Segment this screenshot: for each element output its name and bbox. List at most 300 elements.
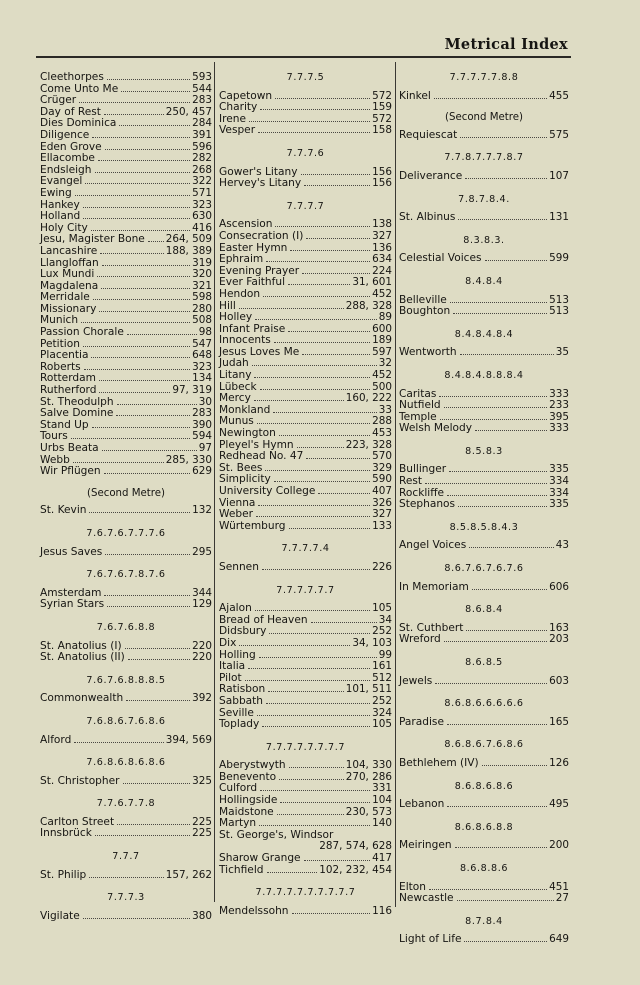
dot-leader (83, 346, 190, 347)
hymn-numbers: 288 (372, 415, 392, 428)
hymn-numbers: 140 (372, 817, 392, 830)
dot-leader (482, 765, 547, 766)
column-divider (395, 62, 396, 907)
dot-leader (107, 606, 190, 607)
dot-leader (258, 505, 370, 506)
dot-leader (95, 172, 191, 173)
dot-leader (93, 299, 190, 300)
dot-leader (447, 495, 547, 496)
index-entry (399, 347, 569, 359)
tune-name: Sharow Grange (219, 852, 301, 865)
dot-leader (289, 528, 371, 529)
metre-heading: 7.6.8.6.7.6.8.6 (86, 715, 166, 727)
hymn-numbers: 634 (372, 253, 392, 266)
hymn-numbers: 394, 569 (165, 733, 212, 746)
hymn-numbers: 547 (192, 337, 212, 350)
metre-heading: 7.6.7.6.7.8.7.6 (86, 569, 166, 581)
tune-name: Magdalena (40, 279, 99, 292)
tune-name: Passion Chorale (40, 326, 124, 339)
index-entry (399, 799, 569, 811)
tune-name: St. Albinus (399, 211, 456, 224)
metre-heading: 7.7.7.6 (286, 147, 325, 159)
metre-heading: 7.6.8.6.8.6.8.6 (86, 757, 166, 769)
dot-leader (256, 516, 370, 517)
page-title: Metrical Index (444, 36, 568, 53)
tune-name: Evening Prayer (219, 264, 300, 277)
dot-leader (259, 657, 377, 658)
dot-leader (455, 847, 548, 848)
hymn-numbers: 132 (192, 504, 212, 517)
hymn-numbers: 225 (192, 827, 212, 840)
tune-name: Wentworth (399, 346, 457, 359)
hymn-numbers: 220 (192, 639, 212, 652)
hymn-numbers: 230, 573 (345, 805, 392, 818)
dot-leader (75, 195, 190, 196)
tune-name: Evangel (40, 175, 83, 188)
metre-heading: 7.7.7.3 (107, 892, 145, 904)
hymn-numbers: 131 (549, 211, 569, 224)
tune-name: Ever Faithful (219, 276, 286, 289)
index-entry (219, 312, 392, 324)
hymn-numbers: 99 (378, 648, 392, 661)
hymn-numbers: 224 (372, 264, 392, 277)
dot-leader (280, 802, 370, 803)
dot-leader (453, 313, 547, 314)
hymn-numbers: 593 (192, 71, 212, 83)
dot-leader (318, 493, 370, 494)
index-entry (40, 153, 212, 165)
tune-name: Rest (399, 475, 423, 488)
hymn-numbers: 226 (372, 560, 392, 573)
tune-name: Maidstone (219, 805, 274, 818)
hymn-numbers: 161 (372, 660, 392, 673)
dot-leader (252, 365, 377, 366)
index-entry (399, 758, 569, 770)
metre-heading: 7.6.7.6.8.8 (96, 621, 156, 633)
index-entry (40, 735, 212, 747)
tune-name: Holland (40, 210, 81, 223)
tune-name: Day of Rest (40, 105, 101, 118)
tune-name: Munich (40, 314, 79, 327)
tune-name: Stephanos (399, 498, 456, 511)
tune-name: Meiringen (399, 839, 452, 852)
dot-leader (458, 506, 547, 507)
metre-heading: 7.7.7.7.4 (281, 543, 330, 555)
dot-leader (117, 404, 197, 405)
index-entry (219, 696, 392, 708)
index-entry (40, 188, 212, 200)
dot-leader (99, 392, 170, 393)
tune-name: Come Unto Me (40, 82, 119, 95)
metre-heading: 7.7.7.7.7.8.8 (449, 72, 519, 83)
hymn-numbers: 329 (372, 461, 392, 474)
hymn-numbers: 594 (192, 430, 212, 443)
tune-name: Vienna (219, 496, 256, 509)
dot-leader (255, 610, 370, 611)
tune-name: Tours (40, 430, 68, 443)
dot-leader (277, 814, 344, 815)
hymn-numbers: 30 (198, 395, 212, 408)
dot-leader (266, 703, 370, 704)
hymn-numbers: 282 (192, 152, 212, 165)
hymn-numbers: 104 (372, 794, 392, 807)
dot-leader (274, 342, 370, 343)
index-entry (399, 499, 569, 511)
tune-name: Bethlehem (IV) (399, 756, 479, 769)
hymn-numbers: 392 (192, 692, 212, 705)
dot-leader (434, 98, 547, 99)
tune-name: Bullinger (399, 463, 447, 476)
dot-leader (425, 483, 547, 484)
tune-name: Kinkel (399, 89, 431, 102)
tune-name: Light of Life (399, 933, 462, 946)
hymn-numbers: 321 (192, 279, 212, 292)
metre-heading: 7.8.7.8.4. (458, 193, 510, 205)
tune-name: Sabbath (219, 694, 264, 707)
tune-name: Gower's Litany (219, 165, 298, 178)
metre-heading: 8.5.8.5.8.4.3 (449, 521, 519, 533)
dot-leader (450, 302, 547, 303)
dot-leader (297, 447, 344, 448)
metre-heading: 8.4.8.4.8.4 (454, 328, 514, 340)
tune-name: Diligence (40, 128, 90, 141)
hymn-numbers: 572 (372, 112, 392, 125)
tune-name: Holling (219, 648, 256, 661)
tune-name: Lebanon (399, 798, 445, 811)
metre-subheading: (Second Metre) (87, 487, 165, 499)
hymn-numbers: 133 (372, 519, 392, 532)
dot-leader (148, 241, 164, 242)
hymn-numbers: 596 (192, 140, 212, 153)
tune-name: Innsbrück (40, 827, 92, 840)
hymn-numbers: 508 (192, 314, 212, 327)
tune-name: Dix (219, 636, 237, 649)
tune-name: Rutherford (40, 384, 97, 397)
tune-name: Vesper (219, 124, 256, 137)
index-entry (40, 776, 212, 788)
tune-name: Missionary (40, 302, 97, 315)
tune-name: Capetown (219, 89, 273, 102)
tune-name: St. George's, Windsor (219, 828, 334, 841)
hymn-numbers: 407 (372, 485, 392, 497)
dot-leader (259, 825, 370, 826)
dot-leader (435, 683, 547, 684)
dot-leader (465, 178, 547, 179)
dot-leader (444, 641, 547, 642)
dot-leader (429, 889, 547, 890)
hymn-numbers: 104, 330 (345, 759, 392, 772)
dot-leader (449, 471, 547, 472)
hymn-numbers: 417 (372, 852, 392, 865)
metre-heading: 8.3.8.3. (463, 234, 505, 246)
dot-leader (268, 691, 344, 692)
tune-name: Redhead No. 47 (219, 450, 304, 463)
dot-leader (475, 430, 547, 431)
dot-leader (274, 481, 370, 482)
tune-name: Jesu, Magister Bone (40, 233, 145, 246)
dot-leader (71, 438, 190, 439)
tune-name: St. Bees (219, 461, 263, 474)
index-entry (219, 289, 392, 301)
tune-name: Hollingside (219, 794, 278, 807)
hymn-numbers: 513 (549, 293, 569, 306)
hymn-numbers: 35 (555, 346, 569, 359)
hymn-numbers: 43 (555, 539, 569, 552)
tune-name: Salve Domine (40, 407, 114, 420)
index-entry (219, 428, 392, 440)
hymn-numbers: 452 (372, 287, 392, 300)
tune-name: In Memoriam (399, 580, 469, 593)
hymn-numbers: 287, 574, 628 (319, 840, 392, 853)
tune-name: Monkland (219, 403, 271, 416)
hymn-numbers: 544 (192, 82, 212, 95)
dot-leader (290, 250, 370, 251)
dot-leader (279, 435, 370, 436)
metre-heading: 8.4.8.4.8.8.8.4 (444, 369, 524, 381)
hymn-numbers: 34, 103 (352, 636, 392, 649)
hymn-numbers: 452 (372, 369, 392, 382)
index-entry (399, 171, 569, 183)
tune-name: Placentia (40, 349, 89, 362)
hymn-numbers: 500 (372, 380, 392, 393)
tune-name: Jewels (399, 674, 433, 687)
metre-heading: 7.7.7.7.7.7 (276, 584, 335, 596)
hymn-numbers: 283 (192, 94, 212, 107)
dot-leader (91, 230, 190, 231)
hymn-numbers: 102, 232, 454 (319, 863, 392, 876)
dot-leader (306, 458, 370, 459)
hymn-numbers: 31, 601 (352, 276, 392, 289)
dot-leader (255, 319, 377, 320)
tune-name: Caritas (399, 387, 437, 400)
metre-heading: 8.4.8.4 (465, 275, 503, 287)
index-entry (219, 562, 392, 574)
hymn-numbers: 603 (549, 674, 569, 687)
metre-heading: 8.6.8.6.7.6.8.6 (444, 739, 524, 751)
hymn-numbers: 416 (192, 221, 212, 234)
tune-name: Petition (40, 337, 80, 350)
dot-leader (444, 407, 548, 408)
hymn-numbers: 34 (378, 613, 392, 626)
tune-name: Irene (219, 112, 246, 125)
dot-leader (304, 860, 371, 861)
tune-name: Ellacombe (40, 152, 95, 165)
metre-heading: 7.7.7.7.7.7.7.7.7.7 (255, 887, 356, 899)
dot-leader (258, 132, 370, 133)
index-entry (219, 865, 392, 877)
dot-leader (128, 659, 190, 660)
dot-leader (439, 396, 547, 397)
tune-name: Pilot (219, 671, 242, 684)
index-entry (219, 178, 392, 190)
tune-name: Boughton (399, 305, 451, 318)
dot-leader (105, 149, 191, 150)
dot-leader (121, 91, 190, 92)
dot-leader (260, 109, 370, 110)
index-entry (40, 385, 212, 397)
tune-name: Jesus Loves Me (219, 345, 300, 358)
hymn-numbers: 33 (378, 403, 392, 416)
dot-leader (260, 790, 370, 791)
index-entry (40, 911, 212, 923)
hymn-numbers: 285, 330 (165, 453, 212, 466)
metre-heading: 8.7.8.4 (465, 915, 503, 927)
header-rule (36, 56, 571, 58)
dot-leader (104, 595, 190, 596)
metre-heading: 7.7.7.5 (286, 72, 325, 83)
tune-name: Carlton Street (40, 815, 115, 828)
hymn-numbers: 250, 457 (165, 105, 212, 118)
dot-leader (126, 700, 190, 701)
tune-name: Charity (219, 101, 258, 114)
dot-leader (105, 554, 190, 555)
index-entry (40, 72, 212, 84)
metre-heading: 8.6.8.6.6.6.6.6 (444, 698, 524, 710)
hymn-numbers: 323 (192, 360, 212, 373)
index-entry (40, 327, 212, 339)
tune-name: Infant Praise (219, 322, 286, 335)
tune-name: Innocents (219, 334, 271, 347)
hymn-numbers: 391 (192, 128, 212, 141)
hymn-numbers: 288, 328 (345, 299, 392, 312)
hymn-numbers: 335 (549, 498, 569, 511)
metre-heading: 8.6.7.6.7.6.7.6 (444, 563, 524, 575)
hymn-numbers: 97 (198, 442, 212, 454)
dot-leader (466, 630, 547, 631)
dot-leader (81, 322, 190, 323)
index-entry (219, 254, 392, 266)
dot-leader (85, 183, 190, 184)
index-entry (219, 906, 392, 918)
index-entry (40, 547, 212, 559)
tune-name: Culford (219, 782, 258, 795)
tune-name: Celestial Voices (399, 252, 482, 265)
hymn-numbers: 264, 509 (165, 233, 212, 246)
metre-heading: 7.6.7.6.7.7.7.6 (86, 527, 166, 539)
tune-name: Amsterdam (40, 586, 102, 599)
dot-leader (92, 427, 191, 428)
index-entry (40, 693, 212, 705)
dot-leader (464, 941, 547, 942)
dot-leader (311, 622, 377, 623)
hymn-numbers: 630 (192, 210, 212, 223)
tune-name: Holy City (40, 221, 88, 234)
index-entry (219, 521, 392, 533)
tune-name: Tichfield (219, 863, 264, 876)
hymn-numbers: 323 (192, 198, 212, 211)
tune-name: Urbs Beata (40, 442, 99, 454)
tune-name: Dies Dominica (40, 117, 117, 130)
tune-name: Roberts (40, 360, 81, 373)
tune-name: Ascension (219, 218, 273, 231)
hymn-numbers: 252 (372, 625, 392, 638)
dot-leader (91, 357, 190, 358)
dot-leader (107, 79, 190, 80)
dot-leader (440, 419, 547, 420)
dot-leader (249, 121, 370, 122)
hymn-numbers: 451 (549, 880, 569, 893)
hymn-numbers: 203 (549, 633, 569, 646)
index-entry (219, 231, 392, 243)
dot-leader (262, 726, 370, 727)
hymn-numbers: 105 (372, 602, 392, 615)
hymn-numbers: 571 (192, 186, 212, 199)
index-entry (219, 853, 392, 865)
dot-leader (289, 767, 344, 768)
tune-name: Jesus Saves (40, 545, 103, 558)
tune-name: Temple (399, 410, 437, 423)
tune-name: Simplicity (219, 473, 271, 486)
metre-heading: 8.6.8.6.8.6 (454, 780, 514, 792)
hymn-numbers: 163 (549, 621, 569, 634)
index-entry (40, 505, 212, 517)
hymn-numbers: 570 (372, 450, 392, 463)
hymn-numbers: 252 (372, 694, 392, 707)
dot-leader (457, 900, 554, 901)
tune-name: Belleville (399, 293, 447, 306)
hymn-numbers: 101, 511 (345, 683, 392, 696)
dot-leader (306, 238, 370, 239)
hymn-numbers: 107 (549, 169, 569, 182)
tune-name: Rotterdam (40, 372, 96, 385)
index-column-1 (40, 72, 212, 922)
dot-leader (83, 918, 190, 919)
dot-leader (265, 470, 370, 471)
hymn-numbers: 223, 328 (345, 438, 392, 451)
tune-name: Requiescat (399, 128, 458, 141)
dot-leader (84, 369, 191, 370)
dot-leader (269, 633, 370, 634)
tune-name: Commonwealth (40, 692, 124, 705)
dot-leader (458, 219, 547, 220)
metre-heading: 7.7.6.7.7.8 (96, 798, 156, 810)
index-entry (40, 211, 212, 223)
dot-leader (104, 114, 164, 115)
hymn-numbers: 327 (372, 508, 392, 521)
dot-leader (89, 877, 163, 878)
index-entry (399, 400, 569, 412)
tune-name: Pleyel's Hymn (219, 438, 294, 451)
dot-leader (123, 783, 191, 784)
hymn-numbers: 344 (192, 586, 212, 599)
dot-leader (469, 547, 554, 548)
index-entry (399, 676, 569, 688)
dot-leader (447, 724, 547, 725)
tune-name: Ratisbon (219, 683, 266, 696)
index-entry (399, 91, 569, 103)
dot-leader (116, 415, 190, 416)
metre-heading: 8.6.8.6.8.8 (454, 821, 514, 833)
dot-leader (257, 715, 370, 716)
dot-leader (127, 334, 197, 335)
tune-name: Judah (219, 357, 249, 370)
dot-leader (302, 273, 370, 274)
tune-name: Lübeck (219, 380, 257, 393)
tune-name: Ephraim (219, 253, 264, 266)
dot-leader (92, 137, 190, 138)
hymn-numbers: 575 (549, 128, 569, 141)
hymn-numbers: 390 (192, 418, 212, 431)
dot-leader (273, 412, 376, 413)
index-column-3 (399, 72, 569, 946)
tune-name: Martyn (219, 817, 257, 830)
hymn-numbers: 138 (372, 218, 392, 231)
tune-name: Newcastle (399, 892, 454, 905)
hymn-numbers: 325 (192, 774, 212, 787)
hymn-numbers: 324 (372, 706, 392, 719)
hymn-numbers: 572 (372, 89, 392, 102)
hymn-numbers: 322 (192, 175, 212, 188)
